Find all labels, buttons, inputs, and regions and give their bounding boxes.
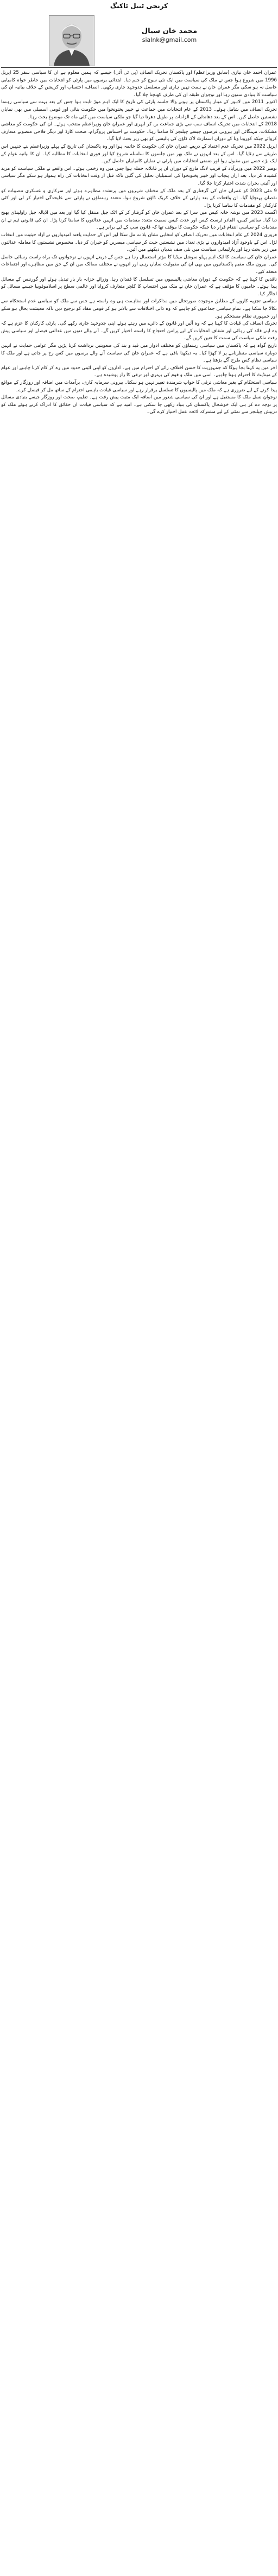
article-paragraph: اکتوبر 2011 میں لاہور کے مینار پاکستان پر ہونے والا جلسہ پارٹی کی تاریخ کا ایک اہم موڑ ثابت ہوا جس کے بعد بہت سے سیاسی رہنما تحریک انصاف میں شامل ہوئے۔ 2013 کے عام انتخابات میں جماعت نے خیبر پختونخوا میں حکومت بنائی اور قومی اسمبلی میں بھی نمایاں نشستیں حاصل کیں۔ اس کے بعد دھاندلی کے الزامات پر طویل دھرنا دیا گیا جو ملکی سیاست میں کئی ماہ تک موضوع بحث رہا۔ (1, 99, 277, 120)
article-paragraph: ناقدین کا کہنا ہے کہ حکومت کے دوران معاشی پالیسیوں میں تسلسل کا فقدان رہا، وزرائے خزانہ بار بار تبدیل ہوئے اور گورننس کے مسائل پیدا ہوئے۔ حامیوں کا مؤقف ہے کہ عمران خان نے ملک میں احتساب کا کلچر متعارف کروایا اور عالمی سطح پر اسلاموفوبیا جیسے مسائل کو اجاگر کیا۔ (1, 276, 277, 297)
article-paragraph: تاریخ گواہ ہے کہ پاکستان میں سیاسی رہنماؤں کو مختلف ادوار میں قید و بند کی صعوبتیں برداشت کرنا پڑیں مگر عوامی حمایت نے انہیں دوبارہ سیاسی منظرنامے پر لا کھڑا کیا۔ یہ دیکھنا باقی ہے کہ عمران خان کی سیاست آنے والے برسوں میں کس رخ پر جاتی ہے اور ملک کا سیاسی نظام کس طرح آگے بڑھتا ہے۔ (1, 342, 277, 364)
author-email: sialnk@gmail.com (142, 36, 197, 43)
author-photo (49, 15, 94, 66)
article-paragraph: عمران خان کی سیاست کا ایک اہم پہلو سوشل میڈیا کا مؤثر استعمال رہا ہے جس کے ذریعے انہوں نے نوجوانوں تک براہ راست رسائی حاصل کی۔ بیرون ملک مقیم پاکستانیوں میں بھی ان کی مقبولیت نمایاں رہی اور انہوں نے مختلف ممالک میں ان کے حق میں مظاہرے اور اجتماعات منعقد کیے۔ (1, 254, 277, 275)
article-paragraph: فروری 2024 کے عام انتخابات میں تحریک انصاف کو انتخابی نشان بلا نہ مل سکا اور اس کے حمایت یافتہ امیدواروں نے آزاد حیثیت میں انتخاب لڑا۔ اس کے باوجود آزاد امیدواروں نے بڑی تعداد میں نشستیں جیت کر سیاسی مبصرین کو حیران کر دیا۔ مخصوص نشستوں کا معاملہ عدالتوں میں زیر بحث رہا اور پارلیمانی سیاست میں نئی صف بندیاں دیکھنے میں آئیں۔ (1, 232, 277, 253)
column-title: کرنجی ٹیبل ٹاکنگ (110, 2, 168, 10)
article-paragraph: 2018 کے انتخابات میں تحریک انصاف سب سے بڑی جماعت بن کر ابھری اور عمران خان وزیراعظم منتخب ہوئے۔ ان کی حکومت کو معاشی مشکلات، مہنگائی اور بیرونی قرضوں جیسے چیلنجز کا سامنا رہا۔ حکومت نے احساس پروگرام، صحت کارڈ اور دیگر فلاحی منصوبے متعارف کروائے جبکہ کورونا وبا کے دوران اسمارٹ لاک ڈاؤن کی پالیسی کو بھی زیر بحث لایا گیا۔ (1, 122, 277, 142)
article-paragraph: تحریک انصاف کی قیادت کا کہنا ہے کہ وہ آئین اور قانون کے دائرے میں رہتے ہوئے اپنی جدوجہد جاری رکھے گی۔ پارٹی کارکنان کا عزم ہے کہ وہ اپنے قائد کی رہائی اور شفاف انتخابات کے لیے پرامن احتجاج کا راستہ اختیار کریں گے۔ آنے والے دنوں میں عدالتی فیصلے اور سیاسی پیش رفت ملکی سیاست کی سمت کا تعین کریں گے۔ (1, 321, 277, 341)
article-paragraph: عمران احمد خان نیازی (سابق وزیراعظم) اور پاکستان تحریک انصاف (پی ٹی آئی) جیسے کہ ہمیں معلوم ہے ان کا سیاسی سفر 25 اپریل 1996 میں شروع ہوا جس نے ملک کی سیاست میں ایک نئی سوچ کو جنم دیا۔ ابتدائی برسوں میں پارٹی کو انتخابات میں خاطر خواہ کامیابی حاصل نہ ہو سکی مگر عمران خان نے ہمت نہیں ہاری اور مسلسل جدوجہد جاری رکھی۔ انصاف، احتساب اور کرپشن کے خلاف بیانیہ ان کی سیاست کا بنیادی ستون رہا اور نوجوان طبقہ ان کی طرف کھنچتا چلا گیا۔ (1, 70, 277, 98)
article-paragraph: اگست 2023 میں توشہ خانہ کیس میں سزا کے بعد عمران خان کو گرفتار کر کے اٹک جیل منتقل کیا گیا اور بعد میں اڈیالہ جیل راولپنڈی بھیج دیا گیا۔ سائفر کیس، القادر ٹرسٹ کیس اور عدت کیس سمیت متعدد مقدمات میں انہیں عدالتوں کا سامنا کرنا پڑا۔ ان کی قانونی ٹیم نے ان مقدمات کو سیاسی انتقام قرار دیا جبکہ حکومت کا مؤقف تھا کہ قانون سب کے لیے برابر ہے۔ (1, 210, 277, 231)
author-byline (104, 27, 235, 43)
column-header (22, 13, 256, 67)
header-divider (1, 67, 277, 68)
article-paragraph: 9 مئی 2023 کو عمران خان کی گرفتاری کے بعد ملک کے مختلف شہروں میں پرتشدد مظاہرے ہوئے اور سرکاری و عسکری تنصیبات کو نقصان پہنچایا گیا۔ ان واقعات کے بعد پارٹی کے خلاف کریک ڈاؤن شروع ہوا، متعدد رہنماؤں نے پارٹی سے علیحدگی اختیار کر لی اور کئی کارکنان کو مقدمات کا سامنا کرنا پڑا۔ (1, 188, 277, 208)
article-paragraph: سیاسی تجزیہ کاروں کے مطابق موجودہ صورتحال میں مذاکرات اور مفاہمت ہی وہ راستہ ہے جس سے ملک کو سیاسی عدم استحکام سے نکالا جا سکتا ہے۔ تمام سیاسی جماعتوں کو چاہیے کہ وہ ذاتی اختلافات سے بالاتر ہو کر قومی مفاد کو ترجیح دیں تاکہ معیشت بحال ہو سکے اور جمہوری نظام مستحکم ہو۔ (1, 299, 277, 319)
article-body (1, 69, 277, 2572)
author-name: محمد خان سیال (141, 27, 198, 35)
author-portrait-image (49, 16, 94, 66)
article-paragraph: نومبر 2022 میں وزیرآباد کے قریب لانگ مارچ کے دوران ان پر قاتلانہ حملہ ہوا جس میں وہ زخمی ہوئے۔ اس واقعے نے ملکی سیاست کو مزید کشیدہ کر دیا۔ بعد ازاں پنجاب اور خیبر پختونخوا کی اسمبلیاں تحلیل کی گئیں تاکہ قبل از وقت انتخابات کی راہ ہموار ہو سکے مگر سیاسی اور آئینی بحران شدت اختیار کرتا چلا گیا۔ (1, 166, 277, 186)
article-paragraph: اپریل 2022 میں تحریک عدم اعتماد کے ذریعے عمران خان کی حکومت کا خاتمہ ہوا اور وہ پاکستان کی تاریخ کے پہلے وزیراعظم بنے جنہیں اس طریقے سے ہٹایا گیا۔ اس کے بعد انہوں نے ملک بھر میں جلسوں کا سلسلہ شروع کیا اور فوری انتخابات کا مطالبہ کیا۔ ان کا بیانیہ عوام کے ایک بڑے حصے میں مقبول ہوا اور ضمنی انتخابات میں پارٹی نے نمایاں کامیابیاں حاصل کیں۔ (1, 143, 277, 164)
article-paragraph: نوجوان نسل ملک کا مستقبل ہے اور ان کی سیاسی شعور میں اضافہ ایک مثبت پیش رفت ہے۔ تعلیم، صحت اور روزگار جیسے بنیادی مسائل پر توجہ دے کر ہی ایک خوشحال پاکستان کی بنیاد رکھی جا سکتی ہے۔ امید ہے کہ سیاسی قیادت ان حقائق کا ادراک کرتے ہوئے ملک کو درپیش چیلنجز سے نمٹنے کے لیے مشترکہ لائحہ عمل اختیار کرے گی۔ (1, 395, 277, 415)
article-paragraph: سیاسی استحکام کے بغیر معاشی ترقی کا خواب شرمندہ تعبیر نہیں ہو سکتا۔ بیرونی سرمایہ کاری، برآمدات میں اضافہ اور روزگار کے مواقع پیدا کرنے کے لیے ضروری ہے کہ ملک میں پالیسیوں کا تسلسل برقرار رہے اور سیاسی قیادت باہمی احترام کے ساتھ مل کر فیصلے کرے۔ (1, 379, 277, 393)
article-paragraph: آخر میں یہ کہنا بجا ہوگا کہ جمہوریت کا حسن اختلاف رائے کے احترام میں ہے۔ اداروں کو اپنی آئینی حدود میں رہ کر کام کرنا چاہیے اور عوام کے مینڈیٹ کا احترام ہونا چاہیے۔ اسی میں ملک و قوم کی بہتری اور ترقی کا راز پوشیدہ ہے۔ (1, 365, 277, 378)
